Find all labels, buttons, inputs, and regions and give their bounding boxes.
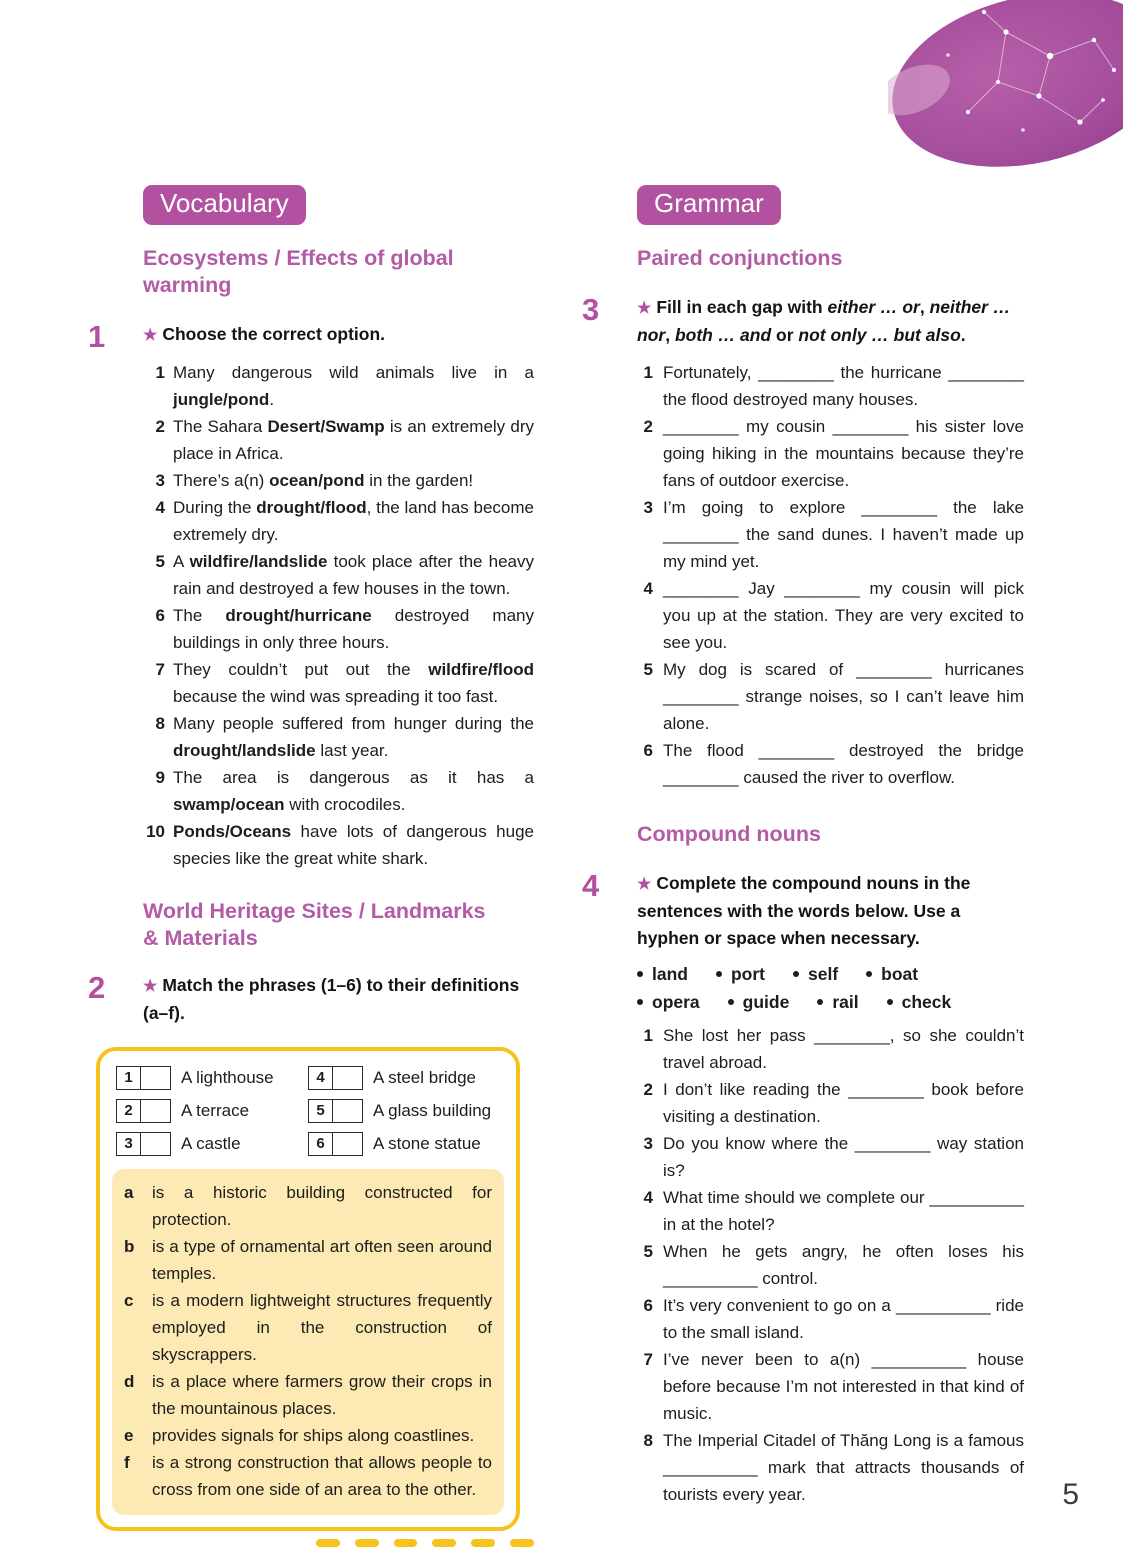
match-number: 4 [308,1066,333,1090]
definition-letter: f [124,1452,130,1472]
definitions-panel [112,1169,504,1515]
match-label: A glass building [373,1100,492,1120]
dash-mark [510,1539,534,1547]
dash-mark [394,1539,418,1547]
question-item [143,818,534,872]
question-number: 8 [643,1430,653,1450]
question-number: 2 [643,416,653,436]
question-text: I’m going to explore ________ the lake ________ the sand dunes. I haven’t made up my mind yet. [663,497,1024,571]
word-bank-item [866,960,918,988]
bullet-icon [817,999,823,1005]
word-bank-word: self [808,963,839,984]
question-text: ________ Jay ________ my cousin will pick you up at the station. They are very excited to see you. [663,578,1024,652]
question-text: It’s very convenient to go on a __________ ride to the small island. [663,1295,1024,1342]
question-text: The area is dangerous as it has a swamp/ocean with crocodiles. [173,767,534,814]
question-item [637,494,1024,575]
question-item [143,548,534,602]
question-item [143,359,534,413]
question-text: When he gets angry, he often loses his __________ control. [663,1241,1024,1288]
match-label: A steel bridge [373,1067,477,1087]
match-answer-box [333,1066,363,1090]
match-item [308,1099,500,1123]
question-text: Many dangerous wild animals live in a jungle/pond. [173,362,534,409]
question-number: 6 [643,1295,653,1315]
question-item [143,413,534,467]
exercise-3-instruction [637,294,1024,349]
definition-item [124,1368,492,1422]
question-item [637,1184,1024,1238]
question-number: 3 [643,497,653,517]
question-number: 8 [155,713,165,733]
dash-mark [432,1539,456,1547]
definition-item [124,1179,492,1233]
matching-exercise-box [96,1047,520,1531]
question-text: She lost her pass ________, so she couldn’t travel abroad. [663,1025,1024,1072]
question-number: 5 [155,551,165,571]
question-text: Ponds/Oceans have lots of dangerous huge species like the great white shark. [173,821,534,868]
star-icon: ★ [143,977,158,995]
question-number: 7 [155,659,165,679]
bullet-icon [716,971,722,977]
vocabulary-section [88,185,534,1547]
question-item [143,656,534,710]
word-bank-word: guide [742,991,790,1012]
question-text: What time should we complete our __________ in at the hotel? [663,1187,1024,1234]
dash-mark [316,1539,340,1547]
question-item [637,1076,1024,1130]
match-item [116,1132,308,1156]
definition-item [124,1233,492,1287]
exercise-3 [582,291,1024,791]
word-bank-item [637,988,700,1016]
match-number: 3 [116,1132,141,1156]
question-text: Many people suffered from hunger during the drought/landslide last year. [173,713,534,760]
exercise-2 [88,969,534,1027]
page-number: 5 [1062,1478,1079,1511]
word-bank-item [817,988,858,1016]
question-text: Do you know where the ________ way station is? [663,1133,1024,1180]
question-item [637,1238,1024,1292]
match-number: 1 [116,1066,141,1090]
grammar-section-badge: Grammar [637,185,781,225]
match-answer-box [141,1099,171,1123]
question-number: 6 [643,740,653,760]
exercise-4-number: 4 [582,867,600,903]
question-number: 5 [643,1241,653,1261]
definition-text: is a strong construction that allows people to cross from one side of an area to the other. [152,1452,492,1499]
star-icon: ★ [143,326,158,344]
match-number: 2 [116,1099,141,1123]
question-number: 6 [155,605,165,625]
definition-letter: d [124,1371,135,1391]
question-number: 5 [643,659,653,679]
word-bank-word: land [652,963,688,984]
bullet-icon [637,999,643,1005]
question-number: 4 [643,578,653,598]
exercise-3-number: 3 [582,291,600,327]
question-item [637,1022,1024,1076]
question-number: 4 [155,497,165,517]
definition-text: is a type of ornamental art often seen around temples. [152,1236,492,1283]
question-number: 1 [643,1025,653,1045]
exercise-1-items [143,359,534,872]
question-text: A wildfire/landslide took place after the heavy rain and destroyed a few houses in the town. [173,551,535,598]
question-item [143,710,534,764]
instruction-text: Match the phrases (1–6) to their definitions (a–f). [143,974,520,1023]
exercise-1-number: 1 [88,318,106,354]
question-text: I’ve never been to a(n) __________ house before because I’m not interested in that kind of music. [663,1349,1024,1423]
decorative-constellation-blob [888,0,1123,190]
question-number: 3 [643,1133,653,1153]
instruction-text: Complete the compound nouns in the sentences with the words below. Use a hyphen or space when necessary. [637,872,971,948]
dash-mark [471,1539,495,1547]
question-text: They couldn’t put out the wildfire/flood because the wind was spreading it too fast. [173,659,534,706]
match-label: A stone statue [373,1133,481,1153]
match-answer-box [141,1066,171,1090]
instruction-text: Choose the correct option. [162,323,385,344]
match-item [116,1099,308,1123]
match-answer-box [333,1099,363,1123]
vocabulary-section-badge: Vocabulary [143,185,306,225]
question-text: The flood ________ destroyed the bridge ________ caused the river to overflow. [663,740,1024,787]
question-item [637,1346,1024,1427]
page-continuation-dashes [316,1539,534,1547]
question-number: 3 [155,470,165,490]
word-bank-item [728,988,790,1016]
bullet-icon [866,971,872,977]
match-label: A terrace [181,1100,250,1120]
match-label: A castle [181,1133,241,1153]
vocabulary-heading-ecosystems: Ecosystems / Effects of global warming [143,245,454,297]
grammar-heading-compound-nouns: Compound nouns [637,821,821,846]
question-text: I don’t like reading the ________ book before visiting a destination. [663,1079,1024,1126]
definition-text: is a historic building constructed for protection. [152,1182,492,1229]
match-number: 5 [308,1099,333,1123]
match-item [308,1132,500,1156]
word-bank-item [637,960,688,988]
question-number: 1 [643,362,653,382]
definition-letter: c [124,1290,134,1310]
definition-letter: b [124,1236,135,1256]
bullet-icon [637,971,643,977]
word-bank-word: port [730,963,766,984]
question-item [637,1130,1024,1184]
vocabulary-heading-heritage: World Heritage Sites / Landmarks & Materials [143,898,486,950]
exercise-3-items [637,359,1024,791]
word-bank-word: rail [832,991,859,1012]
question-text: The drought/hurricane destroyed many buildings in only three hours. [173,605,534,652]
question-text: During the drought/flood, the land has become extremely dry. [173,497,534,544]
question-text: Fortunately, ________ the hurricane ________ the flood destroyed many houses. [663,362,1024,409]
star-icon: ★ [637,299,652,317]
word-bank-word: boat [881,963,919,984]
definition-text: is a place where farmers grow their crops in the mountainous places. [152,1371,492,1418]
exercise-4-instruction [637,870,1024,952]
match-item [116,1066,308,1090]
question-number: 10 [146,821,165,841]
match-item [308,1066,500,1090]
question-number: 1 [155,362,165,382]
question-text: ________ my cousin ________ his sister love going hiking in the mountains because they’re fans of outdoor exercise. [663,416,1024,490]
word-bank-word: opera [652,991,700,1012]
definition-letter: e [124,1425,134,1445]
word-bank-item [887,988,952,1016]
question-item [143,467,534,494]
definition-text: is a modern lightweight structures frequently employed in the construction of skyscrappers. [152,1290,492,1364]
exercise-2-instruction [143,972,534,1027]
question-item [637,656,1024,737]
definition-letter: a [124,1182,134,1202]
blob-graphic [888,0,1123,190]
question-number: 7 [643,1349,653,1369]
question-item [637,737,1024,791]
question-item [637,1427,1024,1508]
dash-mark [355,1539,379,1547]
question-item [143,764,534,818]
question-number: 2 [155,416,165,436]
question-item [143,602,534,656]
definition-item [124,1449,492,1503]
word-bank-item [793,960,838,988]
bullet-icon [887,999,893,1005]
grammar-section [582,185,1024,1508]
question-text: The Sahara Desert/Swamp is an extremely dry place in Africa. [173,416,535,463]
definition-text: provides signals for ships along coastlines. [152,1425,475,1445]
match-number: 6 [308,1132,333,1156]
question-number: 4 [643,1187,653,1207]
star-icon: ★ [637,875,652,893]
question-item [637,359,1024,413]
match-answer-box [333,1132,363,1156]
question-number: 2 [643,1079,653,1099]
exercise-4 [582,867,1024,1508]
question-text: The Imperial Citadel of Thăng Long is a famous __________ mark that attracts thousands of tourists every year. [663,1430,1024,1504]
match-phrases-grid [112,1066,504,1156]
question-item [637,575,1024,656]
question-item [143,494,534,548]
exercise-1-instruction [143,321,534,349]
word-bank-word: check [901,991,952,1012]
word-bank [637,960,982,1016]
question-number: 9 [155,767,165,787]
word-bank-item [716,960,765,988]
question-text: There’s a(n) ocean/pond in the garden! [173,470,474,490]
definition-item [124,1287,492,1368]
instruction-text: Fill in each gap with either … or, neither … nor, both … and or not only … but also. [637,296,1011,345]
bullet-icon [728,999,734,1005]
exercise-1 [88,318,535,872]
question-text: My dog is scared of ________ hurricanes ________ strange noises, so I can’t leave him alone. [663,659,1024,733]
question-item [637,1292,1024,1346]
match-label: A lighthouse [181,1067,274,1087]
question-item [637,413,1024,494]
grammar-heading-paired-conjunctions: Paired conjunctions [637,245,843,270]
exercise-4-items [637,1022,1024,1508]
match-answer-box [141,1132,171,1156]
exercise-2-number: 2 [88,969,106,1005]
definition-item [124,1422,492,1449]
bullet-icon [793,971,799,977]
